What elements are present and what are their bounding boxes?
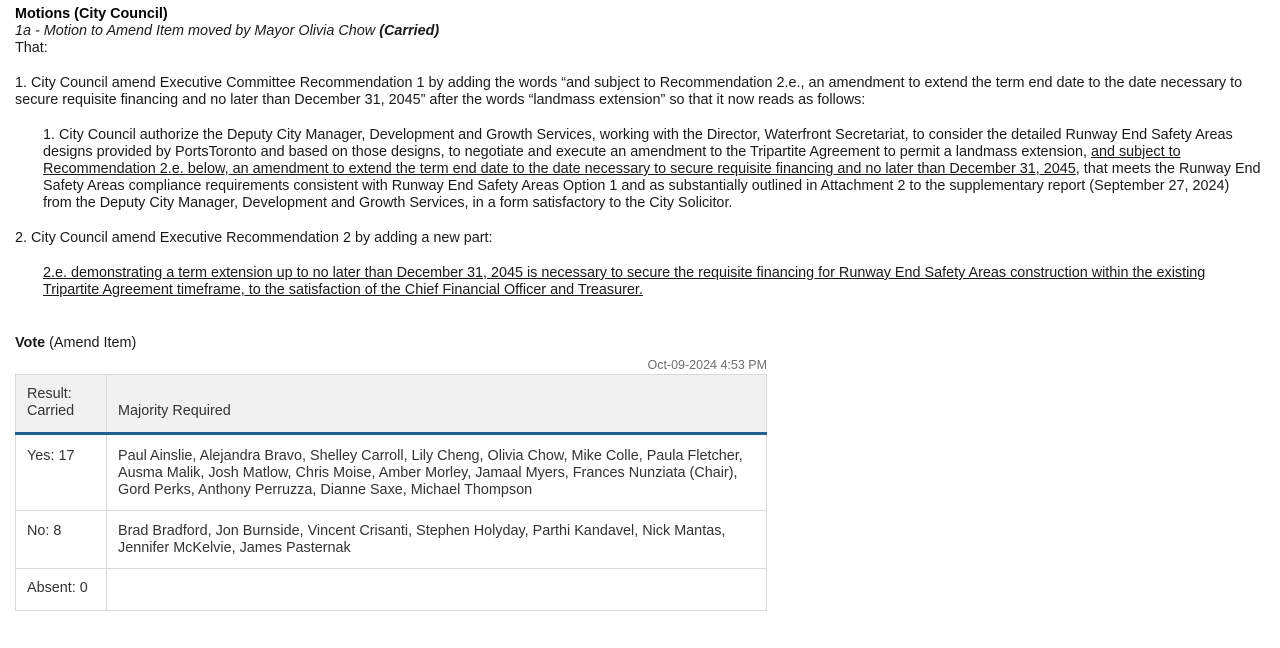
vote-result-value: Carried xyxy=(27,403,75,419)
quoted-recommendation-1-amendment: and subject to Recommendation 2.e. below, an amendment to extend the term end date to the date necessary to secure requisite financing and no later than December 31, 2045 xyxy=(43,144,1181,177)
vote-type: (Amend Item) xyxy=(49,335,137,351)
motion-paragraph-2: 2. City Council amend Executive Recommendation 2 by adding a new part: xyxy=(15,230,493,246)
vote-section xyxy=(15,358,767,611)
vote-yes-label: Yes: 17 xyxy=(16,434,107,511)
vote-result-label: Result: xyxy=(27,386,72,402)
vote-absent-row xyxy=(16,569,767,611)
motion-paragraph-1: 1. City Council amend Executive Committee Recommendation 1 by adding the words “and subject to Recommendation 2.e., an amendment to extend the term end date to the date necessary to secure requisite financing and no later than December 31, 2045” after the words “landmass extension” so that it now reads as follows: xyxy=(15,75,1243,108)
section-title: Motions (City Council) xyxy=(15,6,168,22)
vote-absent-label: Absent: 0 xyxy=(16,569,107,611)
vote-yes-row xyxy=(16,434,767,511)
quoted-recommendation-1-text-a: 1. City Council authorize the Deputy City Manager, Development and Growth Services, working with the Director, Waterfront Secretariat, to consider the detailed Runway End Safety Areas designs provided by PortsToronto and based on those designs, to negotiate and execute an amendment to the Tripartite Agreement to permit a landmass extension, xyxy=(43,127,1233,160)
vote-yes-names: Paul Ainslie, Alejandra Bravo, Shelley Carroll, Lily Cheng, Olivia Chow, Mike Colle, Paula Fletcher, Ausma Malik, Josh Matlow, Chris Moise, Amber Morley, Jamaal Myers, Frances Nunziata (Chair), Gord Perks, Anthony Perruzza, Dianne Saxe, Michael Thompson xyxy=(107,434,767,511)
quoted-recommendation-2e xyxy=(15,265,1266,299)
motion-title-text: 1a - Motion to Amend Item moved by Mayor Olivia Chow xyxy=(15,23,376,39)
motion-title xyxy=(15,23,1266,40)
quoted-recommendation-2e-amendment: 2.e. demonstrating a term extension up to no later than December 31, 2045 is necessary to secure the requisite financing for Runway End Safety Areas construction within the existing Tripartite Agreement timeframe, to the satisfaction of the Chief Financial Officer and Treasurer. xyxy=(43,265,1206,298)
vote-result-row xyxy=(16,375,767,434)
vote-absent-names xyxy=(107,569,767,611)
vote-no-label: No: 8 xyxy=(16,511,107,569)
quoted-recommendation-1-text-b: , that meets the Runway End Safety Areas compliance requirements consistent with Runway End Safety Areas Option 1 and as substantially outlined in Attachment 2 to the supplementary report (September 27, 2024) from the Deputy City Manager, Development and Growth Services, in a form satisfactory to the City Solicitor. xyxy=(43,161,1261,211)
quoted-recommendation-1 xyxy=(15,127,1266,212)
vote-heading xyxy=(15,335,1266,352)
vote-no-row xyxy=(16,511,767,569)
vote-no-names: Brad Bradford, Jon Burnside, Vincent Crisanti, Stephen Holyday, Parthi Kandavel, Nick Mantas, Jennifer McKelvie, James Pasternak xyxy=(107,511,767,569)
vote-timestamp: Oct-09-2024 4:53 PM xyxy=(647,358,767,372)
motion-that: That: xyxy=(15,40,48,56)
vote-label: Vote xyxy=(15,335,46,351)
vote-requirement: Majority Required xyxy=(107,375,767,434)
vote-result-cell xyxy=(16,375,107,434)
motion-status: (Carried) xyxy=(379,23,440,39)
vote-table xyxy=(15,374,767,611)
